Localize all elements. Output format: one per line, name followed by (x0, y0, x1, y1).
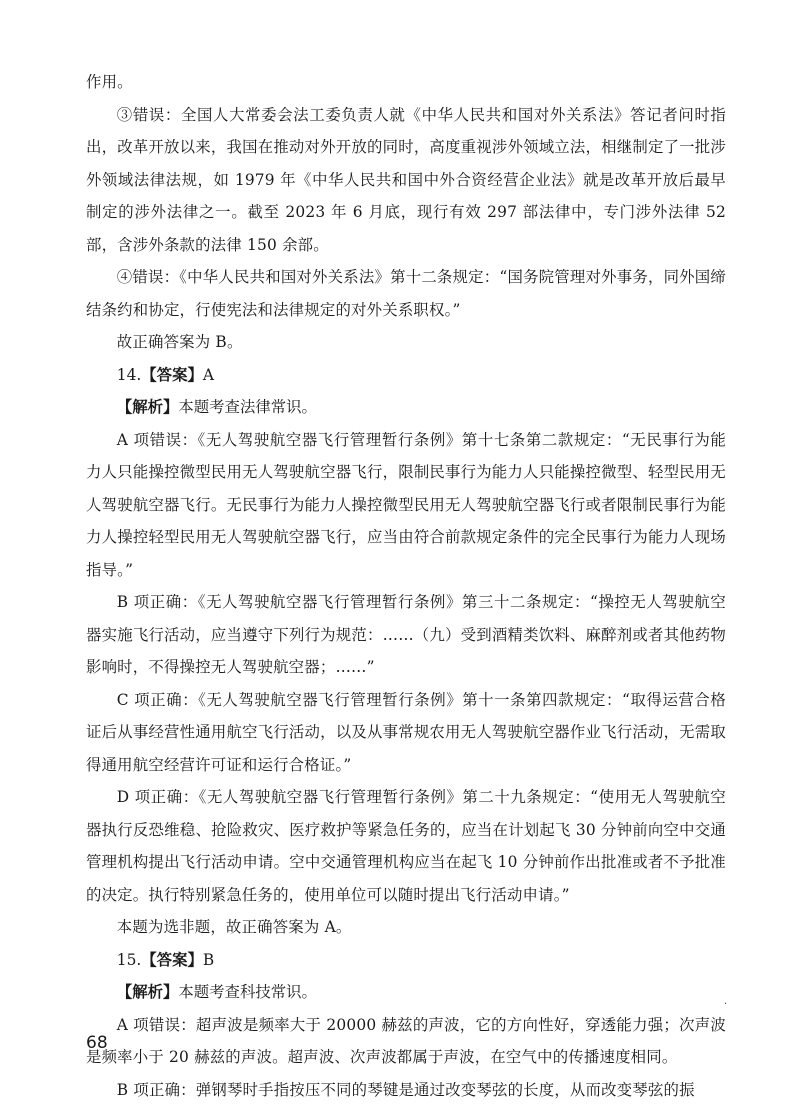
paragraph-14-conclusion: 本题为选非题，故正确答案为 A。 (116, 918, 352, 936)
question-15-answer (86, 944, 726, 977)
analysis-label: 【解析】 (116, 398, 179, 416)
question-14-analysis (86, 391, 726, 424)
page-number: 68 (86, 1033, 108, 1053)
paragraph-answer-13: 故正确答案为 B。 (116, 333, 243, 351)
question-14-answer (86, 359, 726, 392)
paragraph-14-option-d: D 项正确：《无人驾驶航空器飞行管理暂行条例》第二十九条规定：“使用无人驾驶航空器执行反恐维稳、抢险救灾、医疗救护等紧急任务的，应当在计划起飞 30 分钟前向空中交通管理机构提出飞行活动申请。空中交通管理机构应当在起飞 10 分钟前作出批准或者不予批准的决定。执行特别紧急任务的，使用单位可以随时提出飞行活动申请。” (86, 788, 726, 904)
paragraph-item-3: ③错误：全国人大常委会法工委负责人就《中华人民共和国对外关系法》答记者问时指出，改革开放以来，我国在推动对外开放的同时，高度重视涉外领域立法，相继制定了一批涉外领域法律法规，如 1979 年《中华人民共和国中外合资经营企业法》就是改革开放后最早制定的涉外法律之一。截至 2023 年 6 月底，现行有效 297 部法律中，专门涉外法律 52 部，含涉外条款的法律 150 余部。 (86, 105, 726, 254)
paragraph-15-option-b: B 项正确：弹钢琴时手指按压不同的琴键是通过改变琴弦的长度，从而改变琴弦的振 (116, 1080, 695, 1099)
question-15-analysis-text: 本题考查科技常识。 (178, 983, 317, 1001)
page-content (86, 66, 726, 1106)
margin-mark: · (724, 999, 728, 1010)
answer-label: 【答案】 (141, 950, 203, 969)
question-15-analysis (86, 976, 726, 1009)
question-14-answer-value: A (202, 365, 214, 384)
paragraph-continuation: 作用。 (86, 73, 133, 91)
paragraph-14-option-c: C 项正确：《无人驾驶航空器飞行管理暂行条例》第十一条第四款规定：“取得运营合格证后从事经营性通用航空飞行活动，以及从事常规农用无人驾驶航空器作业飞行活动，无需取得通用航空经营许可证和运行合格证。” (86, 690, 726, 774)
question-14-number: 14. (116, 365, 142, 384)
question-14-analysis-text: 本题考查法律常识。 (178, 398, 317, 416)
paragraph-14-option-a: A 项错误：《无人驾驶航空器飞行管理暂行条例》第十七条第二款规定：“无民事行为能力人只能操控微型民用无人驾驶航空器飞行，限制民事行为能力人只能操控微型、轻型民用无人驾驶航空器飞行。无民事行为能力人操控微型民用无人驾驶航空器飞行或者限制民事行为能力人操控轻型民用无人驾驶航空器飞行，应当由符合前款规定条件的完全民事行为能力人现场指导。” (86, 430, 726, 579)
question-15-number: 15. (116, 950, 142, 969)
question-15-answer-value: B (202, 950, 215, 969)
paragraph-item-4: ④错误：《中华人民共和国对外关系法》第十二条规定：“国务院管理对外事务，同外国缔结条约和协定，行使宪法和法律规定的对外关系职权。” (86, 268, 726, 319)
analysis-label: 【解析】 (116, 983, 179, 1001)
answer-label: 【答案】 (141, 365, 203, 384)
paragraph-14-option-b: B 项正确：《无人驾驶航空器飞行管理暂行条例》第三十二条规定：“操控无人驾驶航空器实施飞行活动，应当遵守下列行为规范：……（九）受到酒精类饮料、麻醉剂或者其他药物影响时，不得操控无人驾驶航空器；……” (86, 593, 726, 676)
paragraph-15-option-a: A 项错误：超声波是频率大于 20000 赫兹的声波，它的方向性好，穿透能力强；次声波是频率小于 20 赫兹的声波。超声波、次声波都属于声波，在空气中的传播速度相同。 (86, 1015, 726, 1066)
